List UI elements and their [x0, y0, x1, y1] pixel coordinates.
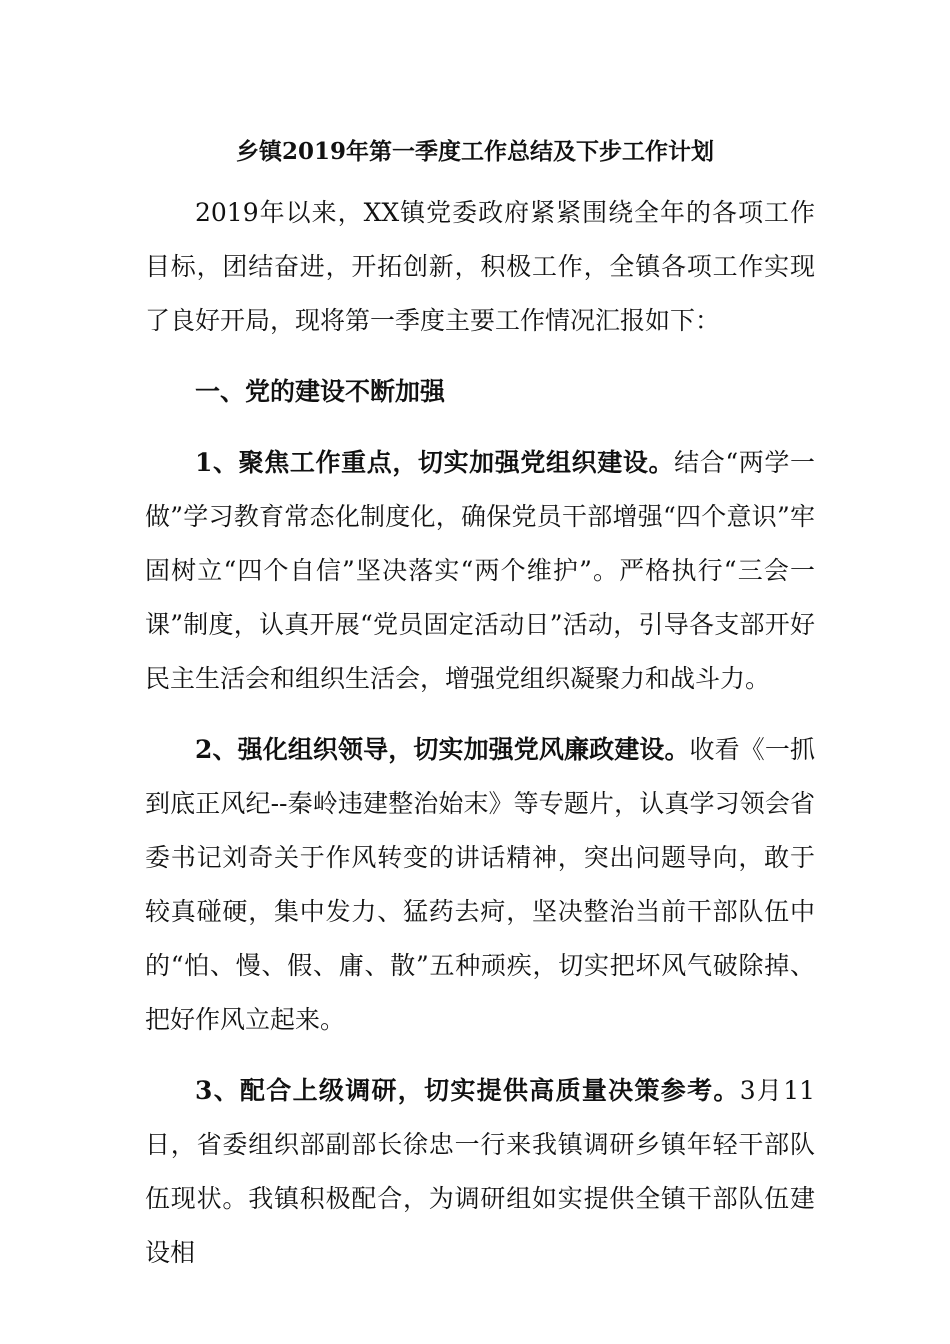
item-lead-1: 1、聚焦工作重点，切实加强党组织建设。	[195, 448, 675, 477]
item-lead-2: 2、强化组织领导，切实加强党风廉政建设。	[195, 735, 690, 764]
item-body-3: 3月11日，省委组织部副部长徐忠一行来我镇调研乡镇年轻干部队伍现状。我镇积极配合，为调研组如实提供全镇干部队伍建设相	[145, 1076, 816, 1267]
item-body-1: 结合“两学一做”学习教育常态化制度化，确保党员干部增强“四个意识”牢固树立“四个自信”坚决落实“两个维护”。严格执行“三会一课”制度，认真开展“党员固定活动日”活动，引导各支部开好民主生活会和组织生活会，增强党组织凝聚力和战斗力。	[145, 448, 815, 693]
document-body	[145, 186, 815, 1297]
item-paragraph-1	[145, 436, 815, 706]
document-title: 乡镇2019年第一季度工作总结及下步工作计划	[235, 138, 714, 165]
section-heading: 一、党的建设不断加强	[195, 377, 446, 406]
item-lead-3: 3、配合上级调研，切实提供高质量决策参考。	[195, 1076, 740, 1105]
item-paragraph-3	[145, 1064, 815, 1280]
item-body-2: 收看《一抓到底正风纪--秦岭违建整治始末》等专题片，认真学习领会省委书记刘奇关于作风转变的讲话精神，突出问题导向，敢于较真碰硬，集中发力、猛药去疴，坚决整治当前干部队伍中的“怕、慢、假、庸、散”五种顽疾，切实把坏风气破除掉、把好作风立起来。	[145, 735, 815, 1034]
item-paragraph-2	[145, 723, 815, 1047]
intro-paragraph: 2019年以来，XX镇党委政府紧紧围绕全年的各项工作目标，团结奋进，开拓创新，积极工作，全镇各项工作实现了良好开局，现将第一季度主要工作情况汇报如下：	[145, 198, 815, 335]
